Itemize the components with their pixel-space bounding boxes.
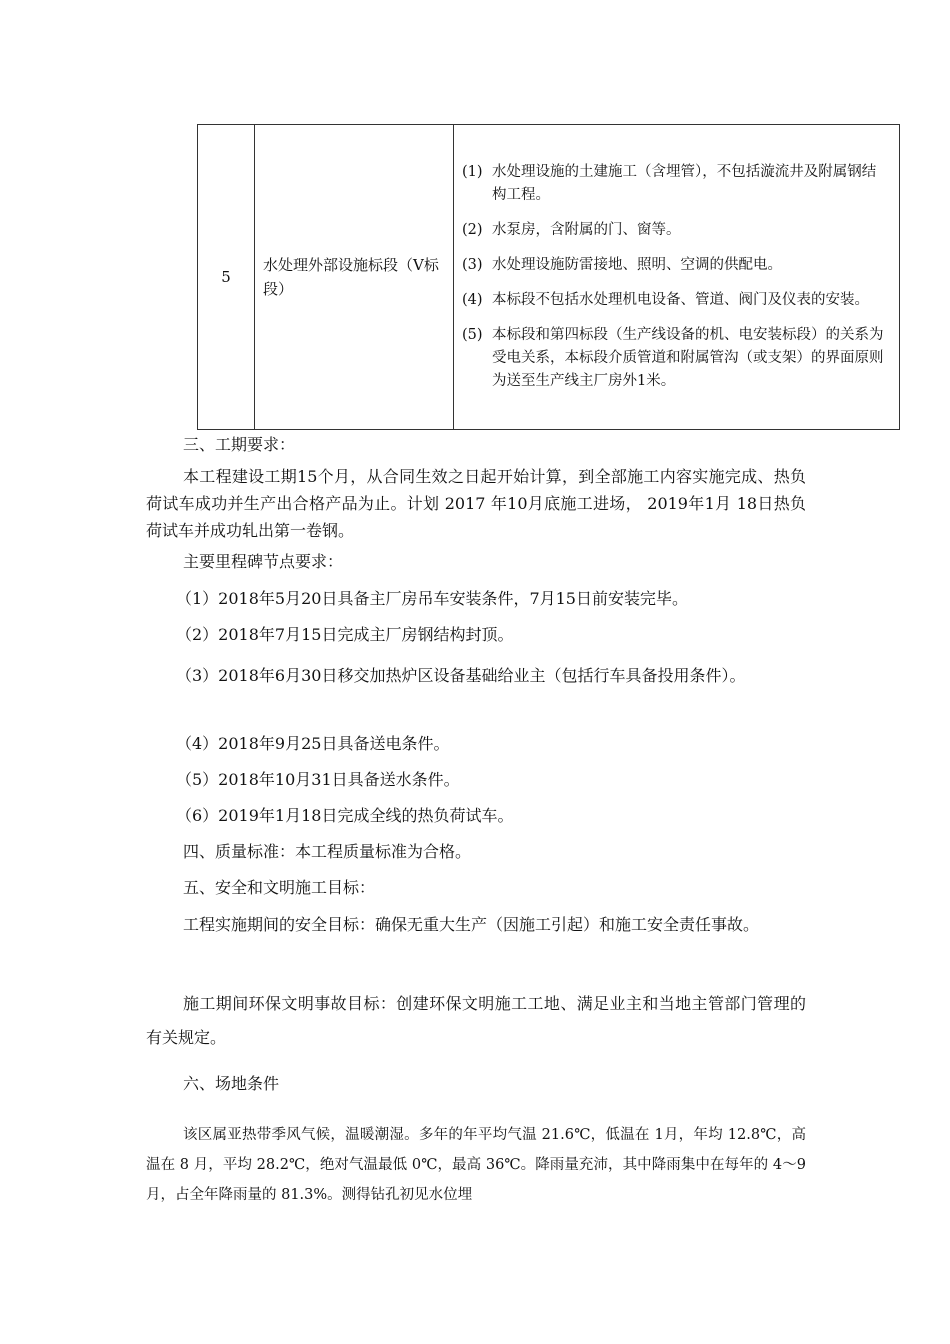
section-5-heading: 五、安全和文明施工目标：: [183, 878, 376, 897]
scope-item: [462, 324, 889, 393]
item-text: 本标段不包括水处理机电设备、管道、阀门及仪表的安装。: [492, 292, 869, 308]
section-name-cell: 水处理外部设施标段（V标段）: [255, 125, 454, 430]
item-text: 水处理设施的土建施工（含埋管），不包括漩流井及附属钢结构工程。: [492, 164, 877, 203]
item-number: (3): [462, 257, 483, 273]
section-4: 四、质量标准：本工程质量标准为合格。: [183, 842, 472, 861]
section-6-body: 该区属亚热带季风气候，温暖潮湿。多年的年平均气温 21.6℃，低温在 1月，年均 12.8℃，高温在 8 月，平均 28.2℃，绝对气温最低 0℃，最高 36℃。降雨量充沛，其中降雨集中在每年的 4～9 月，占全年降雨量的 81.3%。测得钻孔初见水位埋: [146, 1127, 806, 1203]
bid-section-table: [197, 124, 900, 430]
milestone-6: （6）2019年1月18日完成全线的热负荷试车。: [176, 806, 514, 825]
scope-item: [462, 161, 889, 207]
milestone-1: （1）2018年5月20日具备主厂房吊车安装条件，7月15日前安装完毕。: [176, 589, 688, 608]
scope-item: [462, 289, 889, 312]
item-number: (1): [462, 164, 483, 180]
milestone-4: （4）2018年9月25日具备送电条件。: [176, 734, 450, 753]
section-5-safety: 工程实施期间的安全目标：确保无重大生产（因施工引起）和施工安全责任事故。: [183, 915, 760, 934]
item-number: (2): [462, 222, 483, 238]
table-row: [198, 125, 900, 430]
scope-item: [462, 219, 889, 242]
section-5-environment: 施工期间环保文明事故目标：创建环保文明施工工地、满足业主和当地主管部门管理的有关规定。: [146, 994, 806, 1047]
item-number: (4): [462, 292, 483, 308]
section-6-heading: 六、场地条件: [183, 1074, 280, 1093]
section-3-body: 本工程建设工期15个月，从合同生效之日起开始计算，到全部施工内容实施完成、热负荷试车成功并生产出合格产品为止。计划 2017 年10月底施工进场， 2019年1月 18日热负荷试车并成功轧出第一卷钢。: [146, 467, 806, 540]
milestone-3: （3）2018年6月30日移交加热炉区设备基础给业主（包括行车具备投用条件）。: [176, 666, 746, 685]
milestone-5: （5）2018年10月31日具备送水条件。: [176, 770, 460, 789]
section-3-heading: 三、工期要求：: [183, 435, 296, 454]
scope-item: [462, 254, 889, 277]
milestone-2: （2）2018年7月15日完成主厂房钢结构封顶。: [176, 625, 514, 644]
item-text: 水处理设施防雷接地、照明、空调的供配电。: [492, 257, 782, 273]
scope-items-cell: [454, 125, 900, 430]
row-number-cell: 5: [198, 125, 255, 430]
item-text: 水泵房，含附属的门、窗等。: [492, 222, 681, 238]
milestone-heading: 主要里程碑节点要求：: [183, 552, 344, 571]
item-text: 本标段和第四标段（生产线设备的机、电安装标段）的关系为受电关系，本标段介质管道和附属管沟（或支架）的界面原则为送至生产线主厂房外1米。: [492, 327, 884, 389]
item-number: (5): [462, 327, 483, 343]
